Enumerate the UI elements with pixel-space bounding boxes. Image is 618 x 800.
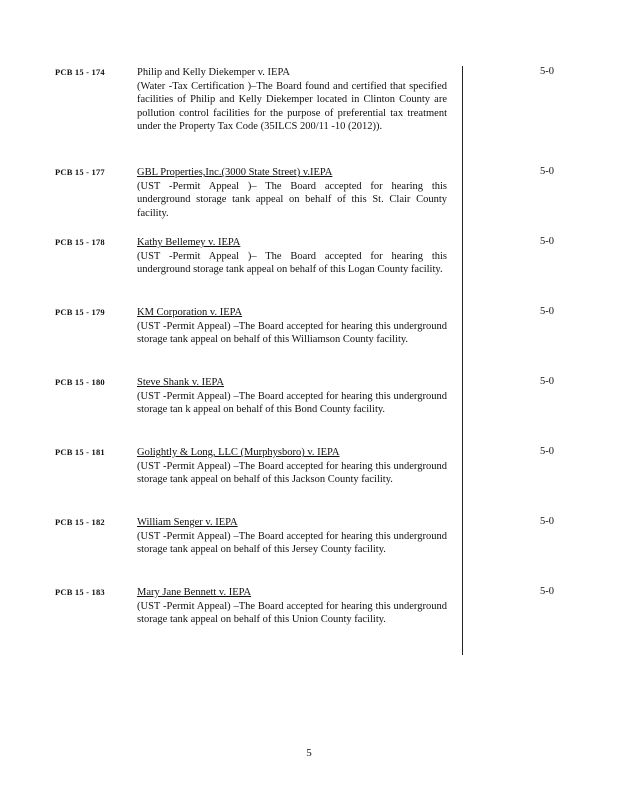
case-body: [137, 66, 447, 134]
case-number: PCB 15 - 179: [55, 307, 105, 317]
case-body: [137, 306, 447, 347]
vote-result: 5-0: [540, 66, 554, 77]
case-title: Golightly & Long, LLC (Murphysboro) v. IEPA: [137, 447, 340, 458]
case-title: Kathy Bellemey v. IEPA: [137, 237, 241, 248]
case-number: PCB 15 - 183: [55, 587, 105, 597]
vote-result: 5-0: [540, 236, 554, 247]
vote-result: 5-0: [540, 446, 554, 457]
vote-result: 5-0: [540, 586, 554, 597]
case-number: PCB 15 - 182: [55, 517, 105, 527]
case-body: [137, 586, 447, 627]
case-title: Steve Shank v. IEPA: [137, 377, 225, 388]
case-number: PCB 15 - 180: [55, 377, 105, 387]
case-description: (UST -Permit Appeal) –The Board accepted for hearing this underground storage tank appeal on behalf of this Jackson County facility.: [137, 460, 447, 486]
case-title: KM Corporation v. IEPA: [137, 307, 243, 318]
page-number: 5: [306, 747, 312, 759]
vote-result: 5-0: [540, 516, 554, 527]
case-body: [137, 446, 447, 487]
case-description: (UST -Permit Appeal) –The Board accepted for hearing this underground storage tank appeal on behalf of this Union County facility.: [137, 600, 447, 626]
case-description: (UST -Permit Appeal) –The Board accepted for hearing this underground storage tank appeal on behalf of this Williamson County facility.: [137, 320, 447, 346]
case-description: (Water -Tax Certification )–The Board found and certified that specified facilities of Philip and Kelly Diekemper located in Clinton County are pollution control facilities for the purpose of preferential tax treatment under the Property Tax Code (35ILCS 200/11 -10 (2012)).: [137, 80, 447, 133]
vote-result: 5-0: [540, 306, 554, 317]
case-number: PCB 15 - 174: [55, 67, 105, 77]
case-title: Mary Jane Bennett v. IEPA: [137, 587, 252, 598]
vote-result: 5-0: [540, 166, 554, 177]
case-description: (UST -Permit Appeal )– The Board accepted for hearing this underground storage tank appeal on behalf of this St. Clair County facility.: [137, 180, 447, 219]
case-number: PCB 15 - 178: [55, 237, 105, 247]
case-title: William Senger v. IEPA: [137, 517, 238, 528]
case-title: GBL Properties,Inc.(3000 State Street) v.IEPA: [137, 167, 333, 178]
case-description: (UST -Permit Appeal) –The Board accepted for hearing this underground storage tank appeal on behalf of this Jersey County facility.: [137, 530, 447, 556]
case-body: [137, 166, 447, 220]
case-description: (UST -Permit Appeal )– The Board accepted for hearing this underground storage tank appeal on behalf of this Logan County facility.: [137, 250, 447, 276]
case-number: PCB 15 - 181: [55, 447, 105, 457]
case-description: (UST -Permit Appeal) –The Board accepted for hearing this underground storage tan k appeal on behalf of this Bond County facility.: [137, 390, 447, 416]
vote-result: 5-0: [540, 376, 554, 387]
case-title: Philip and Kelly Diekemper v. IEPA: [137, 67, 290, 78]
case-number: PCB 15 - 177: [55, 167, 105, 177]
case-body: [137, 376, 447, 417]
case-body: [137, 516, 447, 557]
case-body: [137, 236, 447, 277]
column-divider: [462, 66, 463, 655]
